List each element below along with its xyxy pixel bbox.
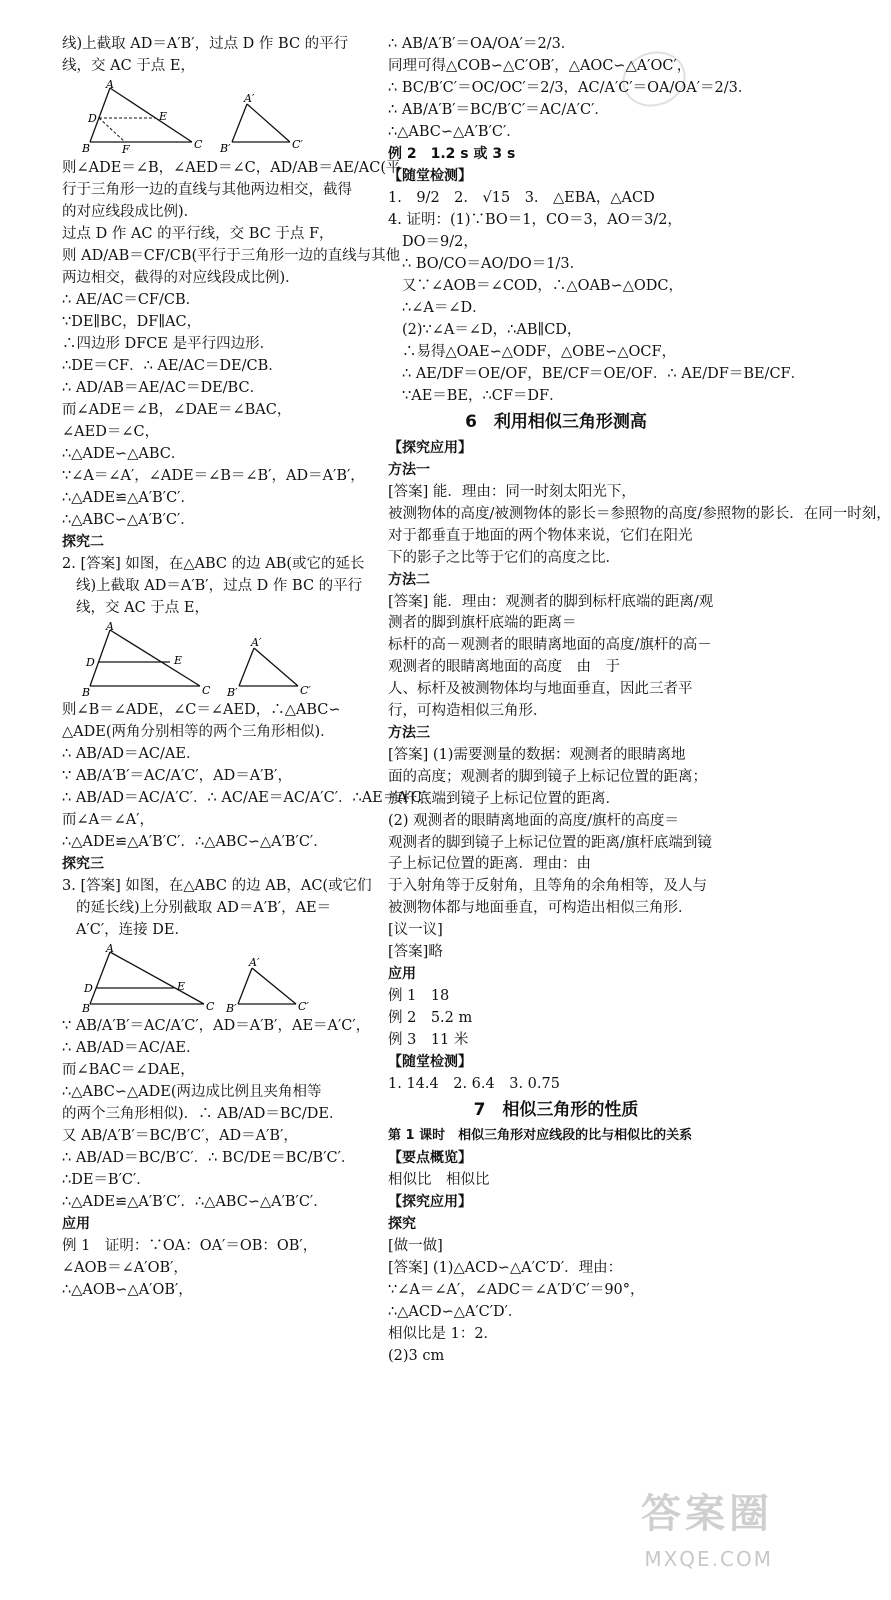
text-line: ∵ AB/A′B′＝AC/A′C′，AD＝A′B′， bbox=[62, 768, 292, 784]
text-line: 同理可得△COB∽△C′OB′，△AOC∽△A′OC′， bbox=[388, 58, 692, 74]
text-line: ∴∠A＝∠D． bbox=[402, 300, 487, 316]
text-line: 被测物体的高度/被测物体的影长＝参照物的高度/参照物的影长．在同一时刻， bbox=[388, 505, 891, 522]
text-line: ∴ AE/DF＝OE/OF，BE/CF＝OE/OF．∴ AE/DF＝BE/CF． bbox=[402, 366, 806, 382]
text-line: 则 AD/AB＝CF/CB(平行于三角形一边的直线与其他 bbox=[62, 248, 401, 264]
method-heading: 方法一 bbox=[388, 461, 430, 478]
example-line: 例 2 5.2 m bbox=[388, 1010, 473, 1026]
text-line: ∴△ABC∽△A′B′C′． bbox=[62, 512, 195, 528]
text-line: 则∠B＝∠ADE，∠C＝∠AED，∴△ABC∽ bbox=[62, 702, 341, 718]
text-line: [做一做] bbox=[388, 1237, 443, 1254]
text-line: ∴ AB/A′B′＝OA/OA′＝2/3． bbox=[388, 36, 576, 52]
vertex-label: A bbox=[106, 78, 114, 91]
text-line: ∵∠A＝∠A′，∠ADC＝∠A′D′C′＝90°， bbox=[388, 1281, 645, 1298]
text-line: 而∠A＝∠A′， bbox=[62, 812, 155, 828]
method-heading: 方法三 bbox=[388, 724, 430, 741]
vertex-label: A′ bbox=[251, 636, 262, 649]
vertex-label: B bbox=[82, 1002, 91, 1015]
text-line: ∵∠A＝∠A′，∠ADE＝∠B＝∠B′，AD＝A′B′， bbox=[62, 468, 365, 484]
text-line: 行，可构造相似三角形． bbox=[388, 702, 548, 719]
text-line: 下的影子之比等于它们的高度之比． bbox=[388, 549, 620, 566]
text-line: 相似比 相似比 bbox=[388, 1171, 490, 1188]
lesson-title: 第 1 课时 相似三角形对应线段的比与相似比的关系 bbox=[388, 1127, 693, 1143]
text-line: ∵ AB/A′B′＝AC/A′C′，AD＝A′B′，AE＝A′C′， bbox=[62, 1018, 371, 1034]
text-line: 标杆的高－观测者的眼睛离地面的高度/旗杆的高－观测者的眼睛离地面的高度 由 于 bbox=[388, 637, 712, 675]
text-line: ∴ AE/AC＝CF/CB． bbox=[62, 292, 201, 308]
vertex-label: C bbox=[194, 138, 203, 151]
vertex-label: B′ bbox=[227, 686, 238, 699]
text-line: 而∠ADE＝∠B，∠DAE＝∠BAC， bbox=[62, 402, 292, 418]
text-line: 被测物体都与地面垂直，可构造出相似三角形． bbox=[388, 900, 693, 916]
text-line: 观测者的脚到镜子上标记位置的距离/旗杆底端到镜子上标记位置的距离．理由：由 bbox=[388, 834, 712, 873]
text-line: 行于三角形一边的直线与其他两边相交，截得 bbox=[62, 182, 352, 198]
text-line: ∴△ABC∽△A′B′C′． bbox=[388, 124, 521, 140]
vertex-label: C bbox=[206, 1000, 215, 1013]
text-line: [答案] (1)需要测量的数据：观测者的眼睛离地 bbox=[388, 746, 686, 763]
text-line: ∴DE＝B′C′． bbox=[62, 1172, 151, 1188]
triangle-figure-2 bbox=[82, 620, 312, 699]
vertex-label: A bbox=[106, 620, 114, 633]
text-line: 两边相交，截得的对应线段成比例)． bbox=[62, 270, 300, 286]
text-line: [答案]略 bbox=[388, 944, 443, 960]
section-heading: 应用 bbox=[388, 966, 416, 982]
text-line: ∴△ABC∽△ADE(两边成比例且夹角相等 bbox=[62, 1084, 322, 1100]
text-line: 又∵∠AOB＝∠COD，∴△OAB∽△ODC， bbox=[402, 278, 683, 294]
vertex-label: C bbox=[202, 684, 211, 697]
text-line: ∴四边形 DFCE 是平行四边形． bbox=[62, 336, 275, 352]
text-line: 2. [答案] 如图，在△ABC 的边 AB(或它的延长 bbox=[62, 556, 365, 572]
text-line: ∴ AB/AD＝AC/A′C′．∴ AC/AE＝AC/A′C′．∴AE＝A′C′． bbox=[62, 790, 440, 806]
section-heading: 【随堂检测】 bbox=[388, 168, 472, 184]
vertex-label: C′ bbox=[298, 1000, 309, 1013]
vertex-label: E bbox=[177, 980, 186, 993]
text-line: 而∠BAC＝∠DAE， bbox=[62, 1062, 195, 1078]
text-line: ∠AOB＝∠A′OB′， bbox=[62, 1260, 188, 1276]
vertex-label: B′ bbox=[220, 142, 231, 155]
text-line: 的两个三角形相似)．∴ AB/AD＝BC/DE． bbox=[62, 1106, 344, 1122]
text-line: ∴△ACD∽△A′C′D′． bbox=[388, 1303, 523, 1320]
text-line: 的延长线)上分别截取 AD＝A′B′，AE＝ bbox=[76, 900, 332, 916]
example-line: 例 1 18 bbox=[388, 988, 450, 1004]
triangle-figure-1 bbox=[82, 78, 312, 156]
text-line: 又 AB/A′B′＝BC/B′C′，AD＝A′B′， bbox=[62, 1128, 298, 1144]
watermark-url: MXQE.COM bbox=[644, 1547, 773, 1571]
vertex-label: D bbox=[88, 112, 97, 125]
text-line: ∴ AB/AD＝AC/AE． bbox=[62, 746, 201, 762]
text-line: 线，交 AC 于点 E， bbox=[76, 600, 209, 616]
text-line: ∴ AB/A′B′＝BC/B′C′＝AC/A′C′． bbox=[388, 102, 609, 118]
vertex-label: B bbox=[82, 686, 91, 699]
text-line: [答案] (1)△ACD∽△A′C′D′．理由： bbox=[388, 1259, 623, 1276]
text-line: ∴△ADE≌△A′B′C′．∴△ABC∽△A′B′C′． bbox=[62, 1194, 328, 1210]
vertex-label: A bbox=[106, 942, 114, 955]
vertex-label: D bbox=[84, 982, 93, 995]
text-line: [答案] 能．理由：同一时刻太阳光下， bbox=[388, 483, 636, 500]
vertex-label: D bbox=[86, 656, 95, 669]
text-line: 于入射角等于反射角，且等角的余角相等，及人与 bbox=[388, 878, 707, 894]
vertex-label: A′ bbox=[244, 92, 255, 105]
vertex-label: E bbox=[159, 110, 168, 123]
text-line: (2)3 cm bbox=[388, 1347, 445, 1364]
text-line: ∴ AB/AD＝BC/B′C′．∴ BC/DE＝BC/B′C′． bbox=[62, 1150, 356, 1166]
text-line: 面的高度；观测者的脚到镜子上标记位置的距离； bbox=[388, 768, 707, 785]
watermark-logo-text: 答案圈 bbox=[641, 1491, 773, 1537]
section-heading: 【探究应用】 bbox=[388, 439, 472, 456]
text-line: 则∠ADE＝∠B，∠AED＝∠C，AD/AB＝AE/AC(平 bbox=[62, 160, 401, 176]
text-line: ∴ BO/CO＝AO/DO＝1/3． bbox=[402, 256, 585, 272]
text-line: ∴△AOB∽△A′OB′， bbox=[62, 1282, 193, 1298]
vertex-label: F bbox=[122, 143, 130, 156]
section-heading: 【要点概览】 bbox=[388, 1149, 472, 1166]
text-line: △ADE(两角分别相等的两个三角形相似)． bbox=[62, 724, 335, 740]
text-line: 线，交 AC 于点 E， bbox=[62, 58, 195, 74]
text-line: ∵DE∥BC，DF∥AC， bbox=[62, 314, 202, 330]
text-line: (2) 观测者的眼睛离地面的高度/旗杆的高度＝ bbox=[388, 812, 680, 829]
section-title-6: 6 利用相似三角形测高 bbox=[465, 412, 647, 432]
text-line: 1. 9/2 2. √15 3. △EBA，△ACD bbox=[388, 190, 655, 206]
section-heading: 应用 bbox=[62, 1216, 90, 1232]
text-line: ∴△ADE≌△A′B′C′．∴△ABC∽△A′B′C′． bbox=[62, 834, 328, 850]
section-heading: 探究三 bbox=[62, 856, 104, 872]
text-line: 1. 14.4 2. 6.4 3. 0.75 bbox=[388, 1076, 560, 1092]
vertex-label: E bbox=[174, 654, 183, 667]
text-line: [答案] 能．理由：观测者的脚到标杆底端的距离/观测者的脚到旗杆底端的距离＝ bbox=[388, 593, 714, 632]
vertex-label: A′ bbox=[249, 956, 260, 969]
text-line: ∴△ADE∽△ABC． bbox=[62, 446, 186, 462]
text-line: ∴△ADE≌△A′B′C′． bbox=[62, 490, 195, 506]
method-heading: 方法二 bbox=[388, 571, 430, 588]
text-line: 对于都垂直于地面的两个物体来说，它们在阳光 bbox=[388, 527, 693, 544]
text-line: ∠AED＝∠C， bbox=[62, 424, 160, 440]
text-line: ∴ AD/AB＝AE/AC＝DE/BC． bbox=[62, 380, 265, 396]
text-line: [议一议] bbox=[388, 922, 443, 938]
text-line: ∵AE＝BE，∴CF＝DF． bbox=[402, 388, 564, 404]
text-line: 线)上截取 AD＝A′B′，过点 D 作 BC 的平行 bbox=[76, 578, 363, 594]
site-watermark bbox=[641, 1484, 773, 1574]
text-line: 的对应线段成比例)． bbox=[62, 204, 199, 220]
vertex-label: C′ bbox=[300, 684, 311, 697]
text-line: 线)上截取 AD＝A′B′，过点 D 作 BC 的平行 bbox=[62, 36, 349, 52]
text-line: (2)∵∠A＝∠D，∴AB∥CD， bbox=[402, 322, 582, 338]
text-line: 相似比是 1：2． bbox=[388, 1325, 499, 1342]
text-line: 旗杆底端到镜子上标记位置的距离． bbox=[388, 790, 620, 807]
text-line: A′C′，连接 DE． bbox=[76, 922, 189, 938]
text-line: 人、标杆及被测物体均与地面垂直，因此三者平 bbox=[388, 680, 693, 697]
text-line: ∴ AB/AD＝AC/AE． bbox=[62, 1040, 201, 1056]
vertex-label: C′ bbox=[292, 138, 303, 151]
section-title-7: 7 相似三角形的性质 bbox=[473, 1100, 639, 1120]
text-line: ∴易得△OAE∽△ODF，△OBE∽△OCF， bbox=[402, 344, 677, 360]
section-heading: 【探究应用】 bbox=[388, 1193, 472, 1210]
text-line: 例 1 证明：∵OA：OA′＝OB：OB′， bbox=[62, 1238, 318, 1254]
text-line: 3. [答案] 如图，在△ABC 的边 AB，AC(或它们 bbox=[62, 878, 372, 894]
vertex-label: B bbox=[82, 142, 91, 155]
section-heading: 探究 bbox=[388, 1215, 416, 1232]
text-line: 4. 证明：(1)∵BO＝1，CO＝3，AO＝3/2， bbox=[388, 212, 682, 228]
text-line: 过点 D 作 AC 的平行线，交 BC 于点 F， bbox=[62, 226, 334, 242]
example-line: 例 3 11 米 bbox=[388, 1032, 469, 1048]
text-line: DO＝9/2， bbox=[402, 234, 478, 250]
example-line: 例 2 1.2 s 或 3 s bbox=[388, 146, 516, 162]
text-line: ∴ BC/B′C′＝OC/OC′＝2/3，AC/A′C′＝OA/OA′＝2/3． bbox=[388, 80, 753, 96]
vertex-label: B′ bbox=[226, 1002, 237, 1015]
section-heading: 探究二 bbox=[62, 534, 104, 550]
triangle-figure-3 bbox=[82, 942, 312, 1015]
right-column bbox=[388, 34, 891, 1368]
section-heading: 【随堂检测】 bbox=[388, 1054, 472, 1070]
text-line: ∴DE＝CF．∴ AE/AC＝DE/CB． bbox=[62, 358, 283, 374]
